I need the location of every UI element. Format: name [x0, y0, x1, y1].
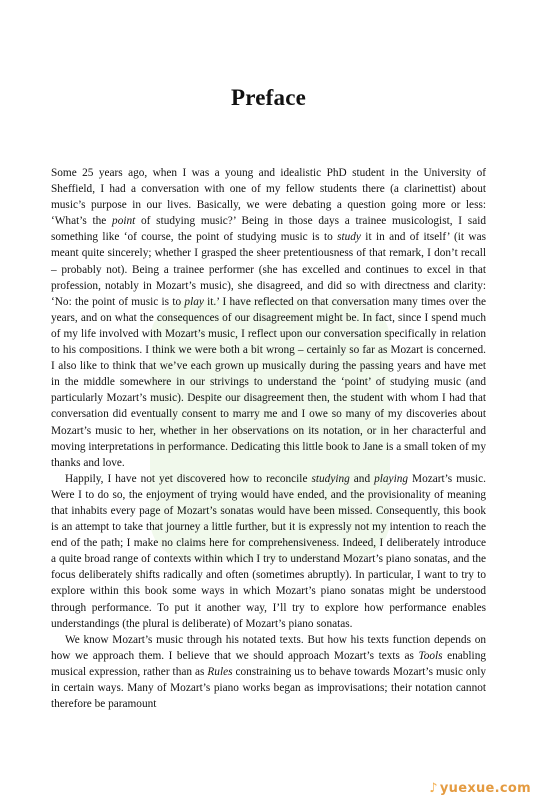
watermark-text: yuexue.com	[439, 781, 531, 796]
italic-run: Rules	[207, 665, 233, 678]
italic-run: study	[337, 231, 361, 244]
italic-run: studying	[311, 472, 350, 485]
paragraph-3	[51, 632, 486, 712]
text-run: it.’ I have reflected on that conversation many times over the years, and on what the consequences of our disagreement might be. In fact, since I spend much of my life involved with Mozart’s music, I reflect upon our conversation specifically in relation to his compositions. I think we were both a bit wrong – certainly so far as Mozart is concerned. I also like to think that we’ve each grown up musically during the passing years and have met in the middle somewhere in our strivings to understand the ‘point’ of studying music (and particularly Mozart’s music). Despite our disagreement then, the student with whom I had that conversation did eventually consent to marry me and I owe so many of my discoveries about Mozart’s music to her, whether in her observations on its notation, or in her characterful and moving interpretations in performance. Dedicating this little book to Jane is a small token of my thanks and love.	[51, 295, 486, 469]
text-run: of studying music?’ Being in those days a trainee musicologist, I said something like ‘of course, the point of studying music is to	[51, 215, 486, 244]
paragraph-2	[51, 471, 486, 632]
italic-run: point	[112, 215, 136, 228]
preface-body	[51, 165, 486, 712]
italic-run: playing	[374, 472, 409, 485]
site-watermark	[429, 781, 531, 796]
page-title: Preface	[230, 85, 307, 111]
music-note-icon: ♪	[429, 781, 438, 796]
text-run: constraining us to behave towards Mozart’s music only in certain ways. Many of Mozart’s piano works began as improvisations; their notation cannot therefore be paramount	[51, 665, 486, 711]
text-run: Happily, I have not yet discovered how to reconcile	[65, 472, 312, 485]
text-run: and	[349, 472, 375, 485]
text-run: enabling musical expression, rather than as	[51, 649, 486, 678]
text-run: Mozart’s music. Were I to do so, the enjoyment of trying would have ended, and the provisionality of meaning that inhabits every page of Mozart’s sonatas would have been missed. Consequently, this book is an attempt to take that journey a little further, but it is expressly not my intention to reach the end of the path; I make no claims here for comprehensiveness. Indeed, I deliberately introduce a quite broad range of contexts within which I try to understand Mozart’s piano sonatas, and the focus deliberately shifts radically and often (sometimes abruptly). In particular, I want to try to explore within this book some ways in which Mozart’s piano sonatas might be understood through performance. To put it another way, I’ll try to explore how performance enables understandings (the plural is deliberate) of Mozart’s piano sonatas.	[51, 472, 487, 630]
text-run: Some 25 years ago, when I was a young and idealistic PhD student in the University of Sheffield, I had a conversation with one of my fellow students there (a clarinettist) about music’s purpose in our lives. Basically, we were debating a question going more or less: ‘What’s the	[51, 167, 486, 228]
italic-run: Tools	[418, 649, 443, 662]
paragraph-1	[51, 165, 486, 471]
text-run: it in and of itself’ (it was meant quite sincerely; whether I grasped the sheer pretentiousness of that remark, I don’t recall – probably not). Being a trainee performer (she has excelled and continues to excel in that profession, notably in Mozart’s music), she disagreed, and did so with directness and clarity: ‘No: the point of music is to	[51, 231, 486, 308]
text-run: We know Mozart’s music through his notated texts. But how his texts function depends on how we approach them. I believe that we should approach Mozart’s texts as	[51, 633, 486, 662]
italic-run: play	[184, 295, 204, 308]
